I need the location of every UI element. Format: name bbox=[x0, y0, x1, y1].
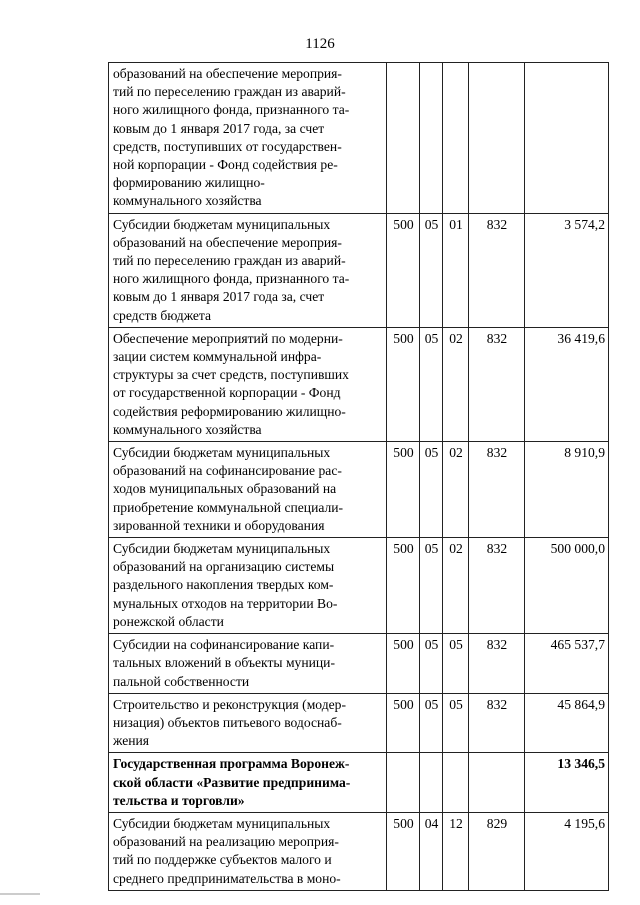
code-target: 829 bbox=[469, 812, 525, 890]
row-description bbox=[109, 634, 387, 694]
description-line: зации систем коммунальной инфра- bbox=[113, 349, 322, 365]
code-admin: 500 bbox=[387, 634, 420, 694]
table-row bbox=[109, 63, 609, 214]
row-amount: 3 574,2 bbox=[525, 213, 609, 327]
description-line: ской области «Развитие предпринима- bbox=[113, 774, 351, 790]
code-admin: 500 bbox=[387, 327, 420, 441]
description-line: средств бюджета bbox=[113, 307, 212, 323]
description-line: формированию жилищно- bbox=[113, 175, 265, 191]
row-amount: 465 537,7 bbox=[525, 634, 609, 694]
description-line: Обеспечение мероприятий по модерни- bbox=[113, 330, 343, 346]
description-line: образований на софинансирование рас- bbox=[113, 463, 342, 479]
table-row bbox=[109, 693, 609, 753]
description-line: раздельного накопления твердых ком- bbox=[113, 577, 334, 593]
description-line: структуры за счет средств, поступивших bbox=[113, 367, 349, 383]
description-line: ковым до 1 января 2017 года за, счет bbox=[113, 289, 325, 305]
description-line: низация) объектов питьевого водоснаб- bbox=[113, 714, 342, 730]
code-subsection bbox=[443, 63, 469, 214]
description-line: приобретение коммунальной специали- bbox=[113, 499, 344, 515]
table-row bbox=[109, 538, 609, 634]
description-line: образований на обеспечение мероприя- bbox=[113, 234, 342, 250]
code-target: 832 bbox=[469, 693, 525, 753]
row-description bbox=[109, 693, 387, 753]
code-subsection bbox=[443, 753, 469, 813]
code-subsection: 01 bbox=[443, 213, 469, 327]
code-admin bbox=[387, 753, 420, 813]
scan-edge-mark bbox=[0, 893, 40, 895]
row-amount: 8 910,9 bbox=[525, 442, 609, 538]
description-line: тий по поддержке субъектов малого и bbox=[113, 852, 332, 868]
code-subsection: 02 bbox=[443, 538, 469, 634]
row-amount bbox=[525, 63, 609, 214]
code-admin: 500 bbox=[387, 538, 420, 634]
code-admin bbox=[387, 63, 420, 214]
table-row bbox=[109, 213, 609, 327]
code-target: 832 bbox=[469, 634, 525, 694]
description-line: средств, поступивших от государствен- bbox=[113, 138, 342, 154]
code-admin: 500 bbox=[387, 812, 420, 890]
description-line: Субсидии бюджетам муниципальных bbox=[113, 541, 331, 557]
table-row bbox=[109, 327, 609, 441]
code-admin: 500 bbox=[387, 442, 420, 538]
description-line: тий по переселению граждан из аварий- bbox=[113, 253, 346, 269]
code-section: 05 bbox=[420, 213, 443, 327]
row-description bbox=[109, 63, 387, 214]
row-description bbox=[109, 442, 387, 538]
page-number: 1126 bbox=[305, 36, 335, 52]
row-description bbox=[109, 327, 387, 441]
description-line: Субсидии бюджетам муниципальных bbox=[113, 216, 331, 232]
code-subsection: 05 bbox=[443, 693, 469, 753]
description-line: Государственная программа Воронеж- bbox=[113, 756, 350, 772]
code-section: 05 bbox=[420, 442, 443, 538]
row-amount: 500 000,0 bbox=[525, 538, 609, 634]
description-line: среднего предпринимательства в моно- bbox=[113, 870, 341, 886]
description-line: ронежской области bbox=[113, 613, 224, 629]
budget-table bbox=[108, 62, 609, 891]
code-section: 04 bbox=[420, 812, 443, 890]
code-subsection: 05 bbox=[443, 634, 469, 694]
code-section: 05 bbox=[420, 634, 443, 694]
code-section bbox=[420, 753, 443, 813]
code-admin: 500 bbox=[387, 693, 420, 753]
row-description bbox=[109, 812, 387, 890]
row-amount: 4 195,6 bbox=[525, 812, 609, 890]
description-line: пальной собственности bbox=[113, 673, 250, 689]
code-subsection: 02 bbox=[443, 327, 469, 441]
description-line: образований на организацию системы bbox=[113, 559, 335, 575]
description-line: ного жилищного фонда, признанного та- bbox=[113, 271, 350, 287]
code-section: 05 bbox=[420, 538, 443, 634]
code-section bbox=[420, 63, 443, 214]
code-target: 832 bbox=[469, 327, 525, 441]
row-amount: 13 346,5 bbox=[525, 753, 609, 813]
row-description bbox=[109, 753, 387, 813]
description-line: зированной техники и оборудования bbox=[113, 517, 325, 533]
code-subsection: 12 bbox=[443, 812, 469, 890]
code-section: 05 bbox=[420, 693, 443, 753]
description-line: ной корпорации - Фонд содействия ре- bbox=[113, 157, 338, 173]
description-line: ного жилищного фонда, признанного та- bbox=[113, 102, 350, 118]
code-target: 832 bbox=[469, 538, 525, 634]
table-row bbox=[109, 442, 609, 538]
code-section: 05 bbox=[420, 327, 443, 441]
code-target bbox=[469, 63, 525, 214]
code-admin: 500 bbox=[387, 213, 420, 327]
program-row bbox=[109, 753, 609, 813]
row-description bbox=[109, 538, 387, 634]
description-line: тальных вложений в объекты муници- bbox=[113, 655, 335, 671]
code-subsection: 02 bbox=[443, 442, 469, 538]
table-row bbox=[109, 634, 609, 694]
description-line: тельства и торговли» bbox=[113, 792, 245, 808]
description-line: коммунального хозяйства bbox=[113, 421, 262, 437]
description-line: образований на реализацию мероприя- bbox=[113, 834, 339, 850]
code-target: 832 bbox=[469, 213, 525, 327]
description-line: Субсидии бюджетам муниципальных bbox=[113, 815, 331, 831]
description-line: тий по переселению граждан из аварий- bbox=[113, 84, 346, 100]
code-target: 832 bbox=[469, 442, 525, 538]
description-line: Субсидии на софинансирование капи- bbox=[113, 637, 335, 653]
row-amount: 45 864,9 bbox=[525, 693, 609, 753]
description-line: образований на обеспечение мероприя- bbox=[113, 66, 342, 81]
description-line: Субсидии бюджетам муниципальных bbox=[113, 445, 331, 461]
row-description bbox=[109, 213, 387, 327]
description-line: жения bbox=[113, 733, 150, 749]
budget-table-body bbox=[109, 63, 609, 891]
description-line: Строительство и реконструкция (модер- bbox=[113, 696, 346, 712]
description-line: мунальных отходов на территории Во- bbox=[113, 595, 338, 611]
table-row bbox=[109, 812, 609, 890]
row-amount: 36 419,6 bbox=[525, 327, 609, 441]
code-target bbox=[469, 753, 525, 813]
description-line: коммунального хозяйства bbox=[113, 193, 262, 209]
description-line: от государственной корпорации - Фонд bbox=[113, 385, 341, 401]
description-line: ходов муниципальных образований на bbox=[113, 481, 337, 497]
description-line: ковым до 1 января 2017 года, за счет bbox=[113, 120, 325, 136]
description-line: содействия реформированию жилищно- bbox=[113, 403, 346, 419]
